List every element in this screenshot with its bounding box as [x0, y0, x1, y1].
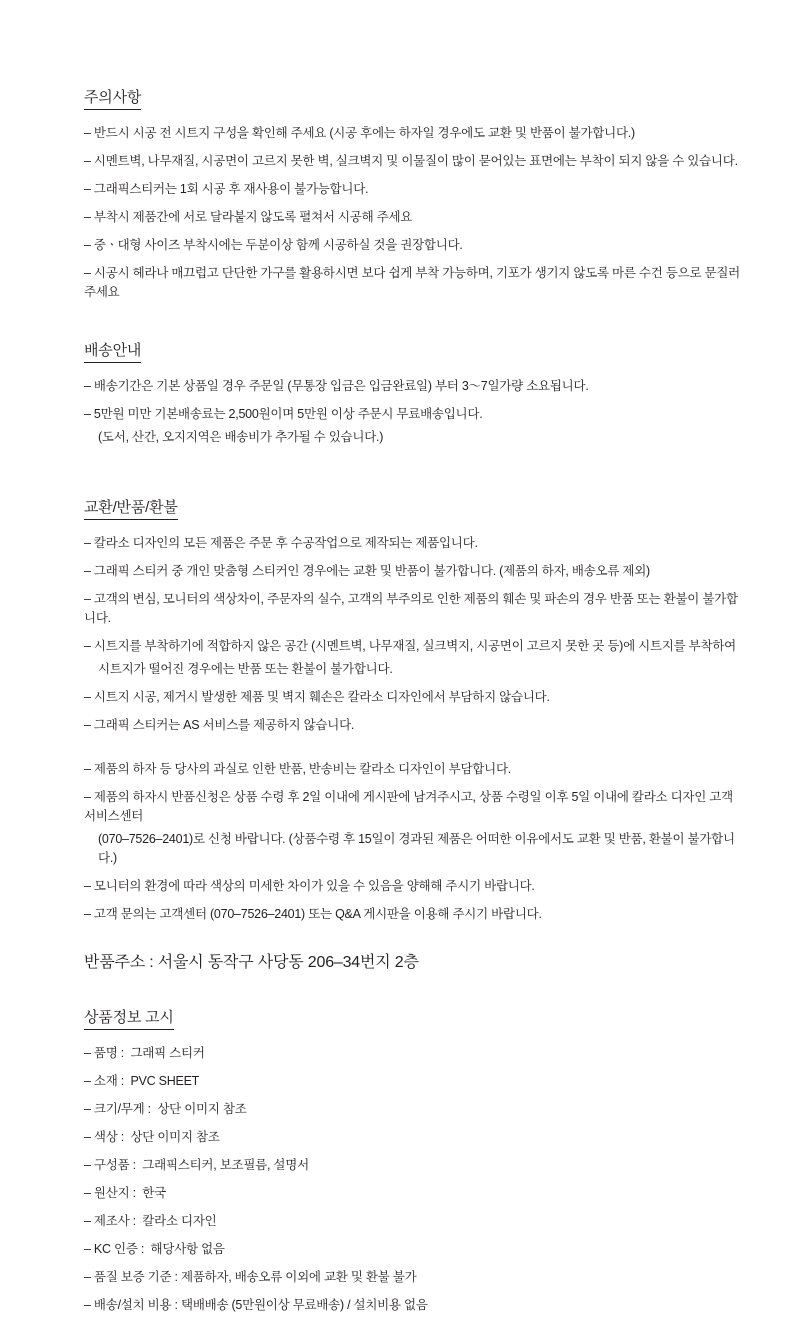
list-item-continuation: 시트지가 떨어진 경우에는 반품 또는 환불이 불가합니다.: [98, 662, 393, 676]
spacer: [84, 311, 740, 339]
list-item: – 모니터의 환경에 따라 색상의 미세한 차이가 있을 수 있음을 양해해 주시기 바랍니다.: [84, 879, 535, 893]
list-item: – 색상 : 상단 이미지 참조: [84, 1130, 220, 1144]
list-item: – KC 인증 : 해당사항 없음: [84, 1242, 225, 1256]
section-heading-shipping: 배송안내: [84, 339, 141, 363]
list-item: – 원산지 : 한국: [84, 1186, 166, 1200]
list-item: – 그래픽 스티커는 AS 서비스를 제공하지 않습니다.: [84, 718, 355, 732]
list-item: – 중ㆍ대형 사이즈 부착시에는 두분이상 함께 시공하실 것을 권장합니다.: [84, 238, 463, 252]
list-item: – 품명 : 그래픽 스티커: [84, 1046, 205, 1060]
return-address: 반품주소 : 서울시 동작구 사당동 206–34번지 2층: [84, 954, 419, 971]
list-item: – 반드시 시공 전 시트지 구성을 확인해 주세요 (시공 후에는 하자일 경우에도 교환 및 반품이 불가합니다.): [84, 126, 635, 140]
list-item: – 시공시 헤라나 매끄럽고 단단한 가구를 활용하시면 보다 쉽게 부착 가능하며, 기포가 생기지 않도록 마른 수건 등으로 문질러 주세요: [84, 266, 744, 299]
product-info-list: [84, 1044, 740, 1315]
list-item: – 제품의 하자시 반품신청은 상품 수령 후 2일 이내에 게시판에 남겨주시고, 상품 수령일 이후 5일 이내에 칼라소 디자인 고객 서비스센터: [84, 790, 737, 823]
shipping-list: [84, 377, 740, 447]
exchange-list: [84, 534, 740, 735]
list-item: – 부착시 제품간에 서로 달라붙지 않도록 펼쳐서 시공해 주세요: [84, 210, 413, 224]
list-item-continuation: (070–7526–2401)로 신청 바랍니다. (상품수령 후 15일이 경과된 제품은 어떠한 이유에서도 교환 및 반품, 환불이 불가합니다.): [98, 832, 735, 865]
list-item: – 그래픽스티커는 1회 시공 후 재사용이 불가능합니다.: [84, 182, 369, 196]
list-item: – 고객의 변심, 모니터의 색상차이, 주문자의 실수, 고객의 부주의로 인한 제품의 훼손 및 파손의 경우 반품 또는 환불이 불가합니다.: [84, 592, 738, 625]
section-shipping: [84, 339, 740, 447]
spacer: [84, 933, 740, 949]
spacer: [84, 972, 740, 1006]
exchange-list-secondary: [84, 760, 740, 924]
list-item: – 그래픽 스티커 중 개인 맞춤형 스티커인 경우에는 교환 및 반품이 불가합니다. (제품의 하자, 배송오류 제외): [84, 564, 650, 578]
section-product-info: [84, 1006, 740, 1315]
list-item: – 크기/무게 : 상단 이미지 참조: [84, 1102, 247, 1116]
list-item: – 제품의 하자 등 당사의 과실로 인한 반품, 반송비는 칼라소 디자인이 부담합니다.: [84, 762, 512, 776]
list-item: – 구성품 : 그래픽스티커, 보조필름, 설명서: [84, 1158, 309, 1172]
list-item: – 시멘트벽, 나무재질, 시공면이 고르지 못한 벽, 실크벽지 및 이물질이 많이 묻어있는 표면에는 부착이 되지 않을 수 있습니다.: [84, 154, 738, 168]
section-precautions: [84, 86, 744, 302]
list-item: – 시트지를 부착하기에 적합하지 않은 공간 (시멘트벽, 나무재질, 실크벽지, 시공면이 고르지 못한 곳 등)에 시트지를 부착하여: [84, 639, 736, 653]
precautions-list: [84, 124, 744, 302]
list-item: – 배송기간은 기본 상품일 경우 주문일 (무통장 입금은 입금완료일) 부터 3〜7일가량 소요됩니다.: [84, 379, 589, 393]
list-item: – 칼라소 디자인의 모든 제품은 주문 후 수공작업으로 제작되는 제품입니다.: [84, 536, 478, 550]
list-item: – 5만원 미만 기본배송료는 2,500원이며 5만원 이상 주문시 무료배송입니다.: [84, 407, 483, 421]
list-item: – 고객 문의는 고객센터 (070–7526–2401) 또는 Q&A 게시판을 이용해 주시기 바랍니다.: [84, 907, 542, 921]
list-item: – 소재 : PVC SHEET: [84, 1074, 200, 1088]
spacer: [84, 456, 740, 496]
section-heading-precautions: 주의사항: [84, 86, 141, 110]
section-heading-exchange: 교환/반품/환불: [84, 496, 178, 520]
list-item: – 제조사 : 칼라소 디자인: [84, 1214, 217, 1228]
list-item-continuation: (도서, 산간, 오지지역은 배송비가 추가될 수 있습니다.): [98, 430, 384, 444]
section-exchange-return-refund: [84, 496, 740, 924]
list-item: – 시트지 시공, 제거시 발생한 제품 및 벽지 훼손은 칼라소 디자인에서 부담하지 않습니다.: [84, 690, 550, 704]
list-item: – 품질 보증 기준 : 제품하자, 배송오류 이외에 교환 및 환불 불가: [84, 1270, 417, 1284]
list-item: – 배송/설치 비용 : 택배배송 (5만원이상 무료배송) / 설치비용 없음: [84, 1298, 428, 1312]
section-heading-product-info: 상품정보 고시: [84, 1006, 174, 1030]
spacer: [84, 744, 740, 760]
